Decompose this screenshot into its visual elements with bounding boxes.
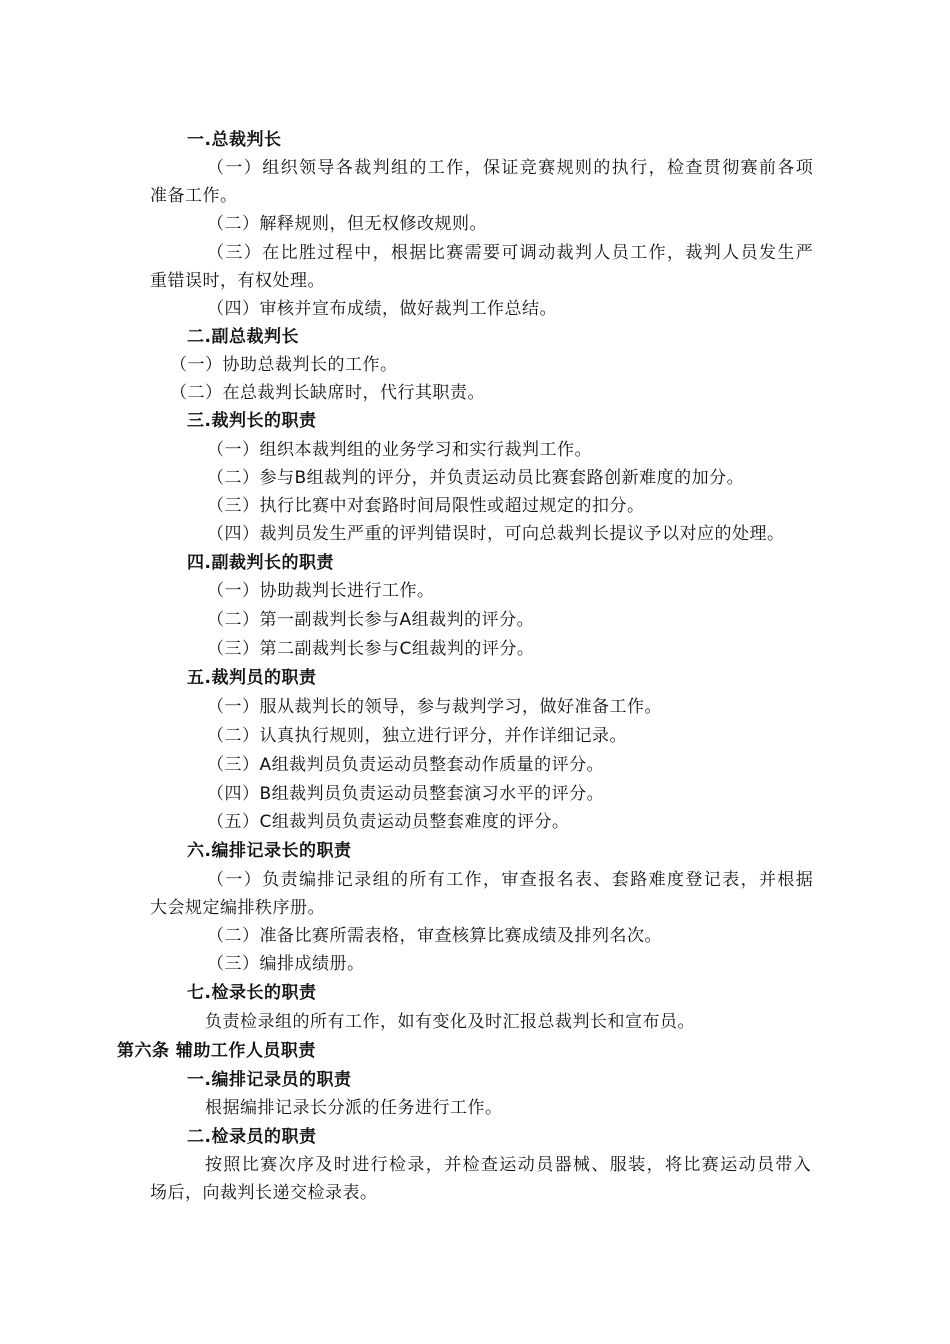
paragraph-line: 按照比赛次序及时进行检录，并检查运动员器械、服装，将比赛运动员带入	[205, 1155, 813, 1175]
paragraph-line: （三）A组裁判员负责运动员整套动作质量的评分。	[207, 755, 605, 775]
paragraph-line: （四）裁判员发生严重的评判错误时，可向总裁判长提议予以对应的处理。	[207, 524, 785, 544]
article-title: 第六条 辅助工作人员职责	[117, 1041, 316, 1061]
paragraph-line: 重错误时，有权处理。	[150, 271, 325, 291]
paragraph-line: （三）第二副裁判长参与C组裁判的评分。	[207, 639, 535, 659]
paragraph-line: （一）协助总裁判长的工作。	[170, 355, 398, 375]
section-heading: 六.编排记录长的职责	[187, 841, 352, 861]
paragraph-line: （五）C组裁判员负责运动员整套难度的评分。	[207, 812, 570, 832]
paragraph-line: （一）组织领导各裁判组的工作，保证竞赛规则的执行，检查贯彻赛前各项	[207, 158, 815, 178]
section-heading: 一.总裁判长	[187, 130, 282, 150]
paragraph-line: （二）第一副裁判长参与A组裁判的评分。	[207, 610, 535, 630]
section-heading: 二.副总裁判长	[187, 327, 299, 347]
paragraph-line: （三）执行比赛中对套路时间局限性或超过规定的扣分。	[207, 496, 645, 516]
paragraph-line: （二）解释规则，但无权修改规则。	[207, 214, 487, 234]
section-heading: 四.副裁判长的职责	[187, 553, 334, 573]
section-heading: 三.裁判长的职责	[187, 411, 317, 431]
section-heading: 二.检录员的职责	[187, 1127, 317, 1147]
paragraph-line: 准备工作。	[150, 186, 238, 206]
paragraph-line: 场后，向裁判长递交检录表。	[150, 1183, 378, 1203]
paragraph-line: （一）组织本裁判组的业务学习和实行裁判工作。	[207, 440, 592, 460]
section-heading: 一.编排记录员的职责	[187, 1070, 352, 1090]
paragraph-line: 大会规定编排秩序册。	[150, 898, 325, 918]
paragraph-line: （二）在总裁判长缺席时，代行其职责。	[170, 383, 485, 403]
paragraph-line: （一）负责编排记录组的所有工作，审查报名表、套路难度登记表，并根据	[207, 870, 815, 890]
section-heading: 五.裁判员的职责	[187, 668, 317, 688]
paragraph-line: （二）参与B组裁判的评分，并负责运动员比赛套路创新难度的加分。	[207, 468, 745, 488]
paragraph-line: （四）B组裁判员负责运动员整套演习水平的评分。	[207, 784, 605, 804]
paragraph-line: （三）编排成绩册。	[207, 954, 365, 974]
paragraph-line: （三）在比胜过程中，根据比赛需要可调动裁判人员工作，裁判人员发生严	[207, 243, 815, 263]
paragraph-line: （一）协助裁判长进行工作。	[207, 581, 435, 601]
paragraph-line: （四）审核并宣布成绩，做好裁判工作总结。	[207, 299, 557, 319]
paragraph-line: 负责检录组的所有工作，如有变化及时汇报总裁判长和宣布员。	[205, 1012, 695, 1032]
paragraph-line: （二）认真执行规则，独立进行评分，并作详细记录。	[207, 726, 627, 746]
section-heading: 七.检录长的职责	[187, 983, 317, 1003]
paragraph-line: 根据编排记录长分派的任务进行工作。	[205, 1098, 503, 1118]
paragraph-line: （一）服从裁判长的领导，参与裁判学习，做好准备工作。	[207, 697, 662, 717]
paragraph-line: （二）准备比赛所需表格，审查核算比赛成绩及排列名次。	[207, 926, 662, 946]
